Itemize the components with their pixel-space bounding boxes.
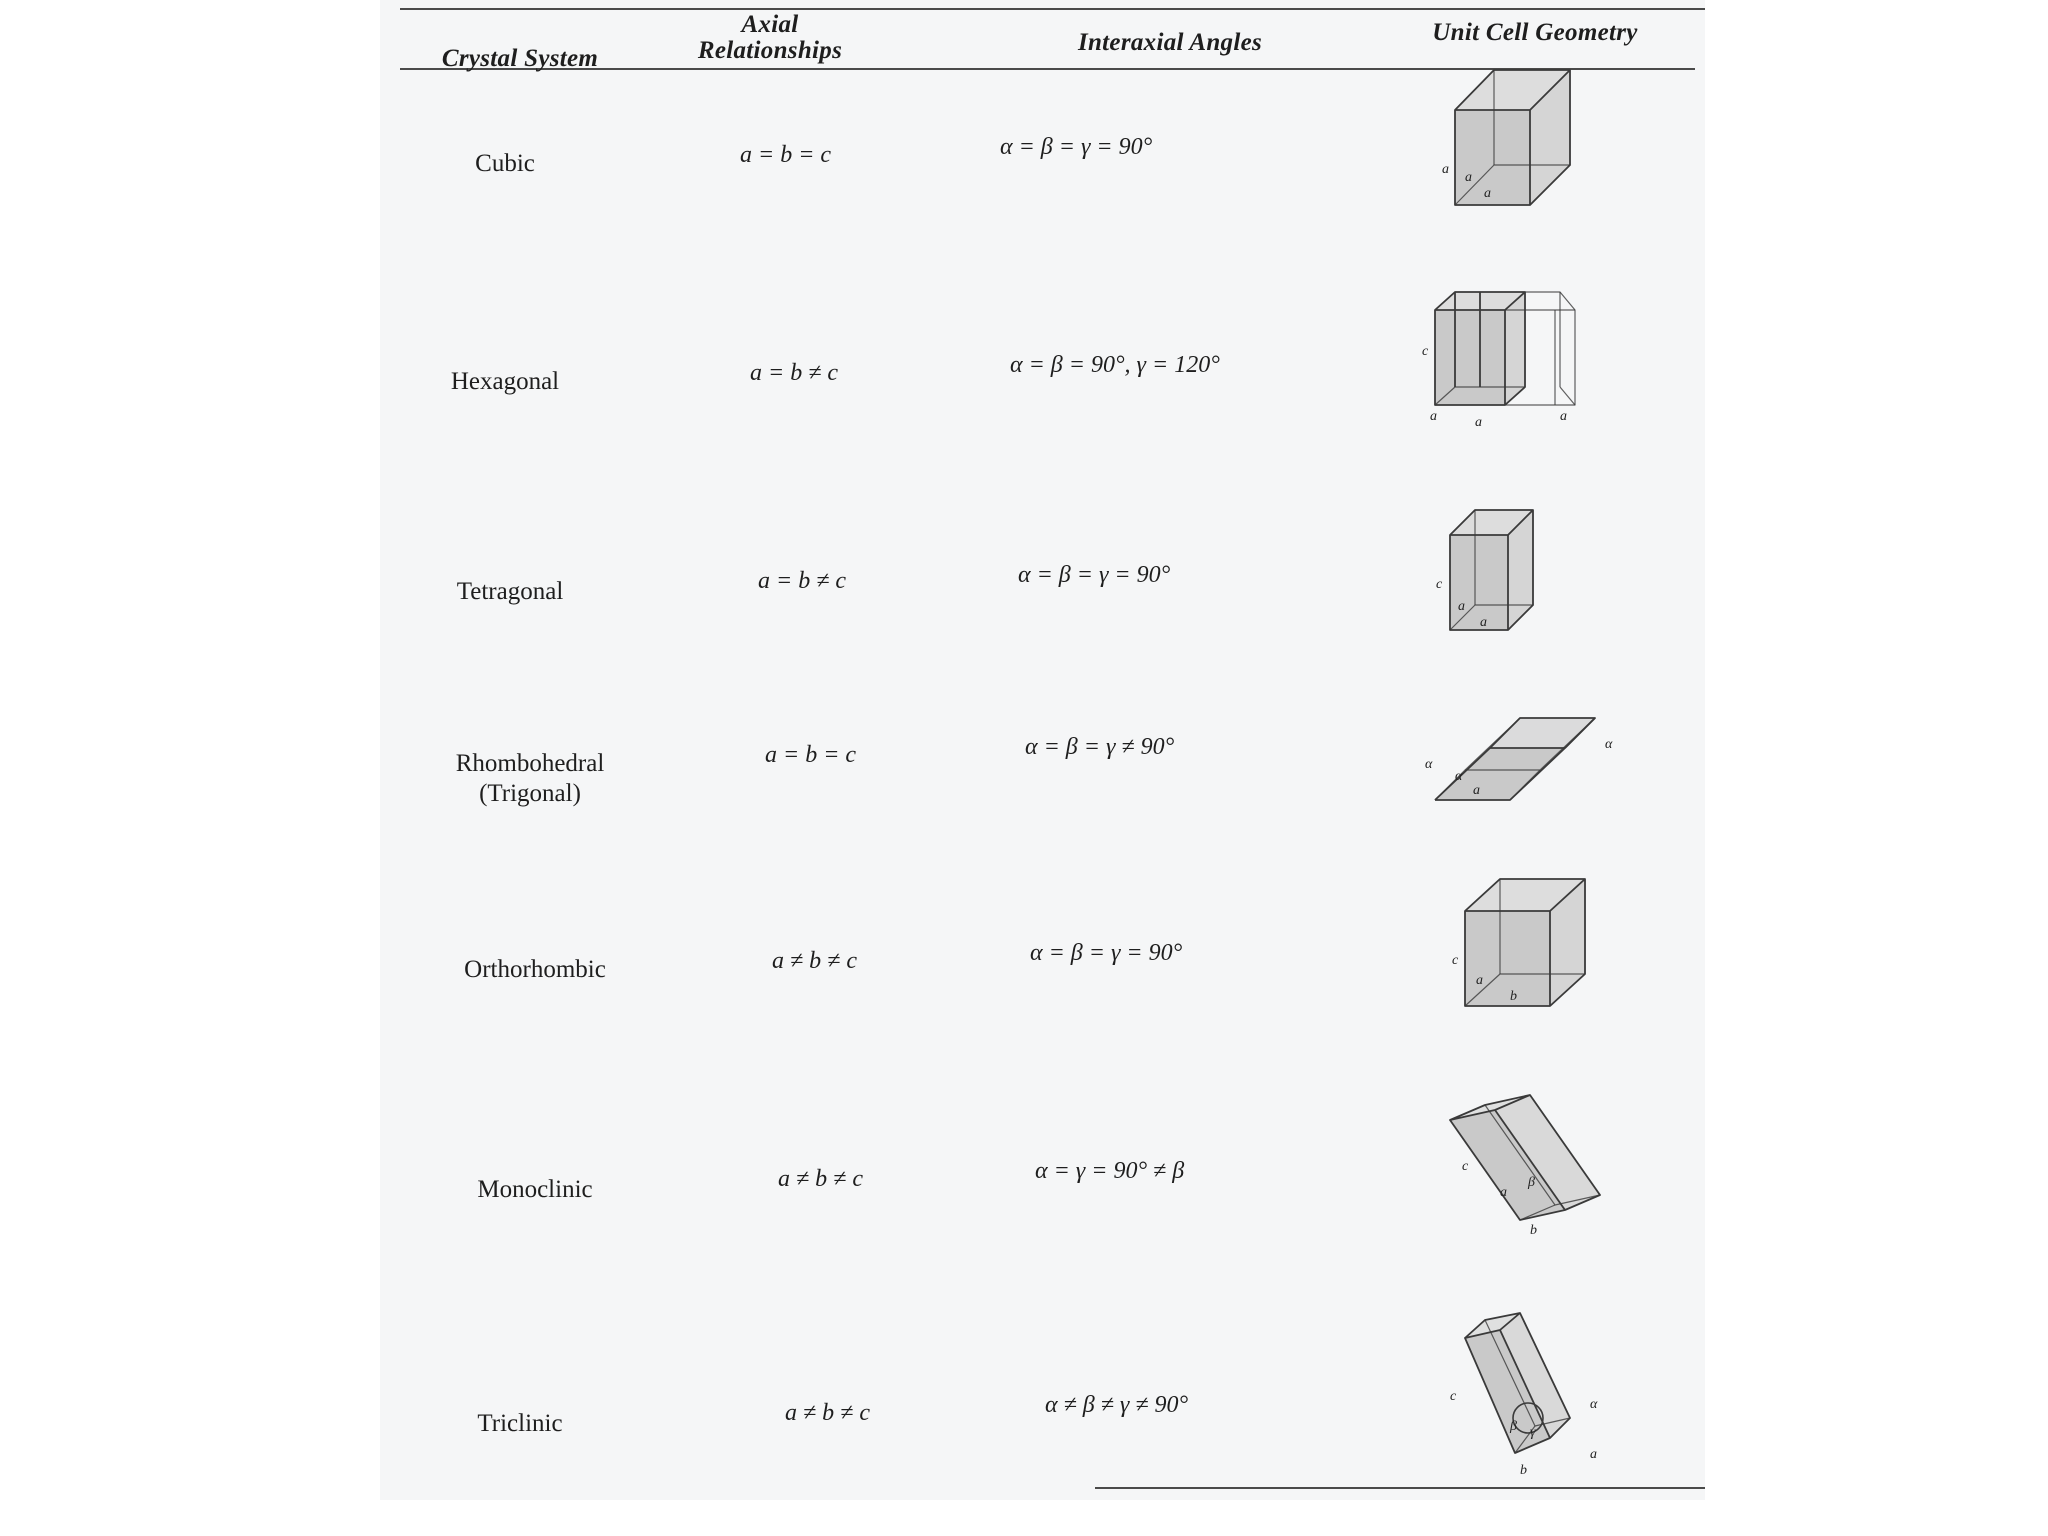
- triclinic-label-c: c: [1450, 1389, 1457, 1404]
- orthorhombic-label-a: a: [1476, 973, 1483, 988]
- triclinic-label-alpha: α: [1590, 1397, 1598, 1412]
- row-orthorhombic-axial: a ≠ b ≠ c: [772, 948, 857, 974]
- monoclinic-label-b: b: [1530, 1223, 1537, 1238]
- row-hexagonal-angles: α = β = 90°, γ = 120°: [1010, 352, 1220, 378]
- rhombohedral-label-alpha-right: α: [1605, 737, 1613, 752]
- tetragonal-label-c: c: [1436, 577, 1443, 592]
- document-page: [380, 0, 1705, 1500]
- row-hexagonal-axial: a = b ≠ c: [750, 360, 839, 386]
- rhombohedral-unit-cell-diagram: [1415, 700, 1635, 815]
- header-axial-line1: Axial: [741, 11, 799, 38]
- row-tetragonal-system: Tetragonal: [456, 578, 564, 605]
- row-rhombohedral-angles: α = β = γ ≠ 90°: [1025, 734, 1175, 760]
- bottom-rule: [1095, 1487, 1705, 1489]
- triclinic-label-b: b: [1520, 1463, 1527, 1478]
- row-cubic-axial: a = b = c: [740, 142, 832, 168]
- triclinic-unit-cell-diagram: [1440, 1308, 1630, 1493]
- triclinic-label-gamma: γ: [1530, 1425, 1536, 1440]
- rhombohedral-label-alpha-mid: α: [1455, 769, 1463, 784]
- triclinic-label-beta: β: [1510, 1419, 1517, 1434]
- row-rhombohedral-system: Rhombohedral: [455, 750, 605, 777]
- header-crystal-system: Crystal System: [441, 45, 599, 72]
- header-interaxial-angles: Interaxial Angles: [1077, 29, 1263, 56]
- tetragonal-label-a1: a: [1458, 599, 1465, 614]
- row-orthorhombic-system: Orthorhombic: [464, 956, 606, 983]
- triclinic-label-a: a: [1590, 1447, 1597, 1462]
- orthorhombic-unit-cell-diagram: [1450, 876, 1630, 1021]
- monoclinic-label-a: a: [1500, 1185, 1507, 1200]
- row-rhombohedral-system-line2: (Trigonal): [479, 780, 581, 807]
- monoclinic-label-beta: β: [1528, 1175, 1535, 1190]
- row-monoclinic-system: Monoclinic: [477, 1176, 593, 1203]
- orthorhombic-label-b: b: [1510, 989, 1517, 1004]
- header-unit-cell-geometry: Unit Cell Geometry: [1432, 19, 1638, 46]
- rhombohedral-label-alpha-left: α: [1425, 757, 1433, 772]
- tetragonal-label-a2: a: [1480, 615, 1487, 630]
- tetragonal-unit-cell-diagram: [1420, 500, 1600, 645]
- row-tetragonal-axial: a = b ≠ c: [758, 568, 847, 594]
- row-tetragonal-angles: α = β = γ = 90°: [1018, 562, 1171, 588]
- row-cubic-angles: α = β = γ = 90°: [1000, 134, 1153, 160]
- hexagonal-unit-cell-diagram: [1410, 280, 1610, 435]
- row-hexagonal-system: Hexagonal: [450, 368, 560, 395]
- row-triclinic-system: Triclinic: [477, 1410, 563, 1437]
- top-rule: [400, 8, 1705, 10]
- cubic-label-a-left: a: [1442, 162, 1449, 177]
- row-rhombohedral-axial: a = b = c: [765, 742, 857, 768]
- row-triclinic-angles: α ≠ β ≠ γ ≠ 90°: [1045, 1392, 1189, 1418]
- cubic-unit-cell-diagram: [1420, 64, 1620, 219]
- row-monoclinic-angles: α = γ = 90° ≠ β: [1035, 1158, 1185, 1184]
- cubic-label-a-mid: a: [1465, 170, 1472, 185]
- monoclinic-label-c: c: [1462, 1159, 1469, 1174]
- rhombohedral-label-a-bottom: a: [1473, 783, 1480, 798]
- row-cubic-system: Cubic: [475, 150, 535, 177]
- orthorhombic-label-c: c: [1452, 953, 1459, 968]
- monoclinic-unit-cell-diagram: [1440, 1090, 1640, 1245]
- hexagonal-label-a3: a: [1560, 409, 1567, 424]
- row-orthorhombic-angles: α = β = γ = 90°: [1030, 940, 1183, 966]
- row-monoclinic-axial: a ≠ b ≠ c: [778, 1166, 863, 1192]
- row-triclinic-axial: a ≠ b ≠ c: [785, 1400, 870, 1426]
- cubic-label-a-bottom: a: [1484, 186, 1491, 201]
- hexagonal-label-c: c: [1422, 344, 1429, 359]
- header-axial-line2: Relationships: [697, 37, 843, 64]
- hexagonal-label-a1: a: [1430, 409, 1437, 424]
- hexagonal-label-a2: a: [1475, 415, 1482, 430]
